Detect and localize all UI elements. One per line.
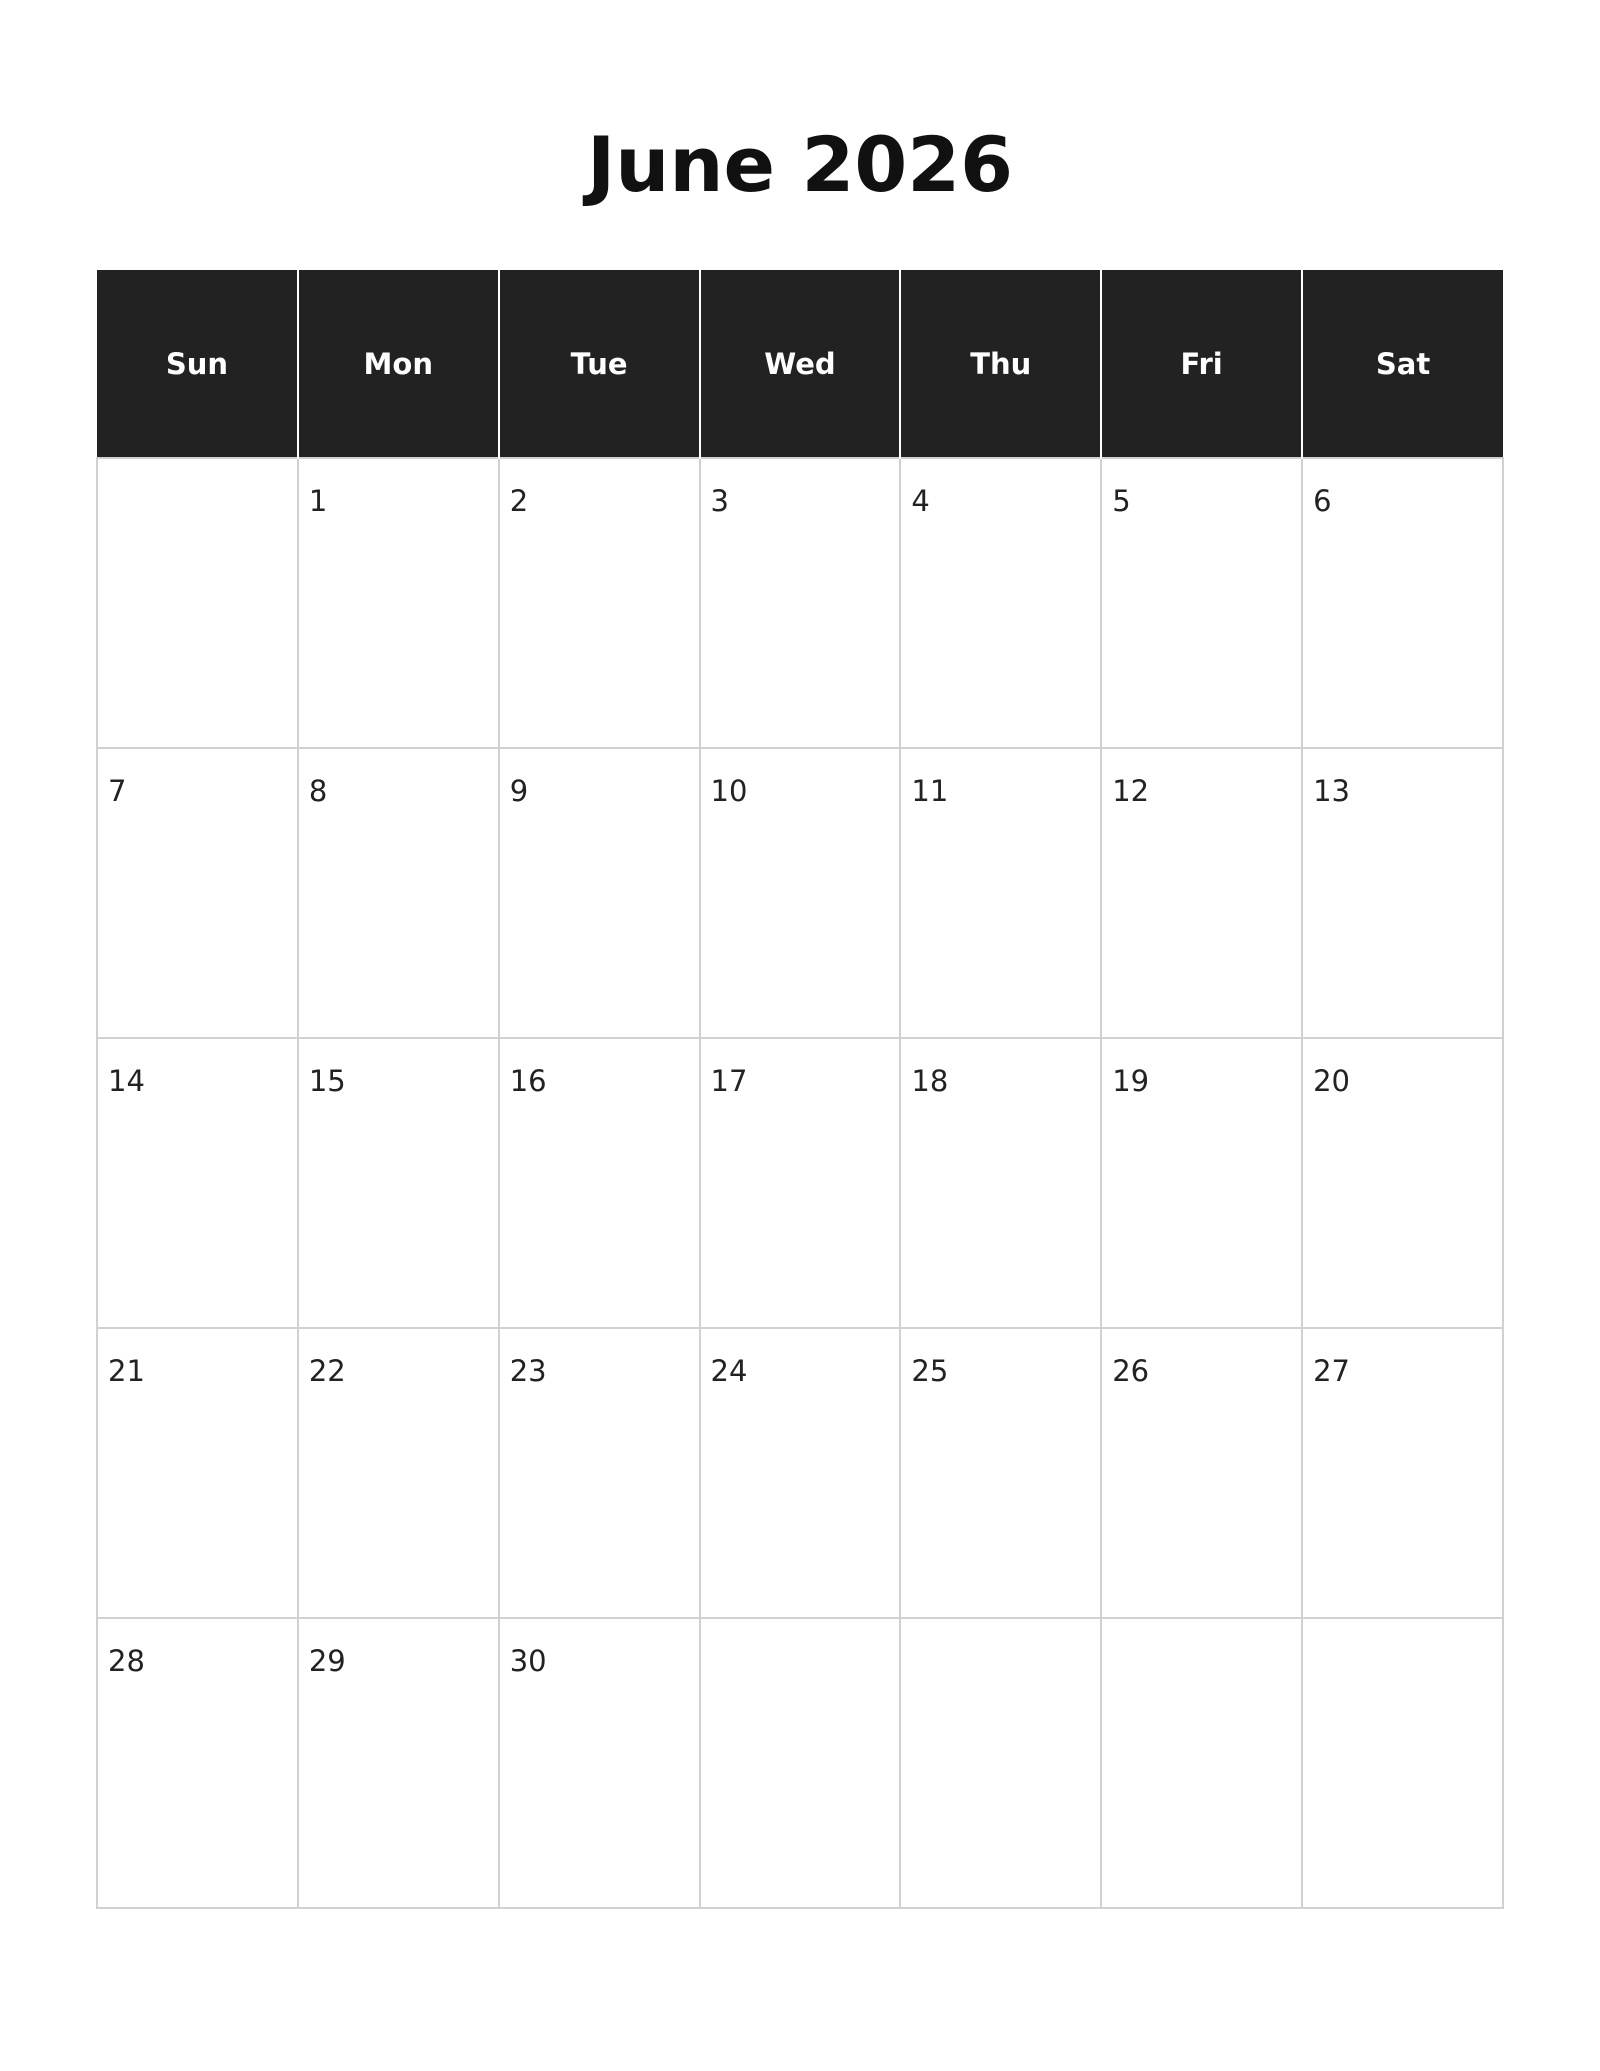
day-cell[interactable] — [499, 1038, 700, 1328]
day-number — [1303, 1619, 1502, 1643]
day-cell[interactable] — [97, 1038, 298, 1328]
day-number: 24 — [710, 1354, 748, 1388]
day-number: 8 — [308, 774, 328, 808]
day-cell[interactable] — [700, 748, 901, 1038]
day-cell[interactable] — [900, 1038, 1101, 1328]
day-number: 5 — [1112, 484, 1131, 518]
day-number: 12 — [1112, 774, 1150, 808]
day-cell[interactable] — [1302, 1618, 1503, 1908]
day-cell[interactable] — [499, 1618, 700, 1908]
day-number: 25 — [911, 1354, 949, 1388]
day-cell[interactable] — [1302, 1038, 1503, 1328]
day-number: 28 — [108, 1644, 145, 1678]
day-number — [901, 1619, 1100, 1643]
day-cell[interactable] — [298, 1038, 499, 1328]
day-cell[interactable] — [499, 1328, 700, 1618]
day-number: 17 — [710, 1064, 748, 1098]
day-number: 22 — [308, 1354, 346, 1388]
day-cell[interactable] — [900, 458, 1101, 748]
day-cell[interactable] — [298, 458, 499, 748]
day-cell[interactable] — [700, 458, 901, 748]
page-title: June 2026 — [586, 119, 1013, 209]
week-row — [97, 1618, 1503, 1908]
day-number: 2 — [509, 484, 529, 518]
day-number: 26 — [1112, 1354, 1150, 1388]
day-cell[interactable] — [97, 1618, 298, 1908]
day-number: 6 — [1313, 484, 1332, 518]
day-cell[interactable] — [900, 1618, 1101, 1908]
day-number: 7 — [108, 774, 127, 808]
weekday-header-row — [97, 270, 1503, 458]
day-cell[interactable] — [1302, 748, 1503, 1038]
day-number: 16 — [509, 1064, 547, 1098]
day-number: 4 — [911, 484, 930, 518]
day-number: 3 — [710, 484, 729, 518]
day-cell[interactable] — [900, 1328, 1101, 1618]
day-cell[interactable] — [700, 1038, 901, 1328]
day-number: 15 — [308, 1064, 346, 1098]
day-cell[interactable] — [700, 1328, 901, 1618]
day-number: 11 — [911, 774, 949, 808]
day-number: 10 — [710, 774, 748, 808]
weekday-header-sat: Sat — [1302, 270, 1503, 458]
week-row — [97, 458, 1503, 748]
weekday-header-fri: Fri — [1101, 270, 1302, 458]
day-cell[interactable] — [499, 748, 700, 1038]
day-number: 14 — [108, 1064, 145, 1098]
weekday-header-mon: Mon — [298, 270, 499, 458]
day-cell[interactable] — [1101, 1328, 1302, 1618]
day-number: 23 — [509, 1354, 547, 1388]
day-cell[interactable] — [1302, 1328, 1503, 1618]
day-number: 1 — [308, 484, 328, 518]
calendar-grid — [96, 270, 1504, 1909]
day-cell[interactable] — [97, 1328, 298, 1618]
day-number: 9 — [509, 774, 529, 808]
day-number: 13 — [1313, 774, 1350, 808]
day-cell[interactable] — [298, 1618, 499, 1908]
day-cell[interactable] — [97, 748, 298, 1038]
day-cell[interactable] — [97, 458, 298, 748]
weekday-header-sun: Sun — [97, 270, 298, 458]
weekday-header-wed: Wed — [700, 270, 901, 458]
day-number: 19 — [1112, 1064, 1150, 1098]
week-row — [97, 1328, 1503, 1618]
day-cell[interactable] — [1101, 748, 1302, 1038]
day-number: 27 — [1313, 1354, 1350, 1388]
day-number: 21 — [108, 1354, 145, 1388]
day-cell[interactable] — [499, 458, 700, 748]
day-number — [701, 1619, 900, 1643]
weekday-header-tue: Tue — [499, 270, 700, 458]
day-number: 18 — [911, 1064, 949, 1098]
day-cell[interactable] — [1302, 458, 1503, 748]
day-cell[interactable] — [298, 748, 499, 1038]
day-cell[interactable] — [1101, 1618, 1302, 1908]
week-row — [97, 748, 1503, 1038]
day-cell[interactable] — [298, 1328, 499, 1618]
day-number: 30 — [509, 1644, 547, 1678]
day-cell[interactable] — [900, 748, 1101, 1038]
day-cell[interactable] — [1101, 1038, 1302, 1328]
day-number — [1102, 1619, 1301, 1643]
day-cell[interactable] — [1101, 458, 1302, 748]
day-number: 29 — [308, 1644, 346, 1678]
day-number: 20 — [1313, 1064, 1350, 1098]
day-number — [98, 459, 297, 483]
day-cell[interactable] — [700, 1618, 901, 1908]
week-row — [97, 1038, 1503, 1328]
weekday-header-thu: Thu — [900, 270, 1101, 458]
